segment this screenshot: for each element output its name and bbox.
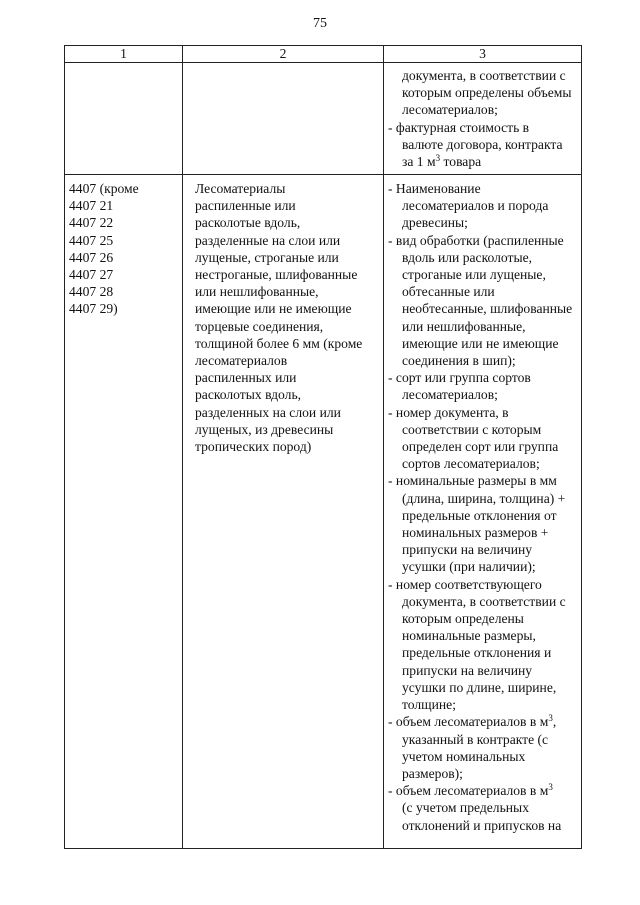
list-item-line: необтесанные, шлифованные <box>402 301 573 317</box>
tariff-code: 4407 28 <box>69 284 114 300</box>
list-item-line: которым определены объемы <box>402 85 572 101</box>
table-row-continued <box>65 63 582 175</box>
list-item-line: определен сорт или группа <box>402 439 559 455</box>
list-item-line: - номер документа, в <box>388 404 509 420</box>
list-item-line: - объем лесоматериалов в $м^3$ <box>388 782 553 799</box>
list-item-line: лесоматериалов; <box>402 102 498 118</box>
tariff-code: 4407 22 <box>69 215 114 231</box>
list-item-line: обтесанные или <box>402 284 495 300</box>
list-item-line: за 1 $м^3$ товара <box>402 153 482 170</box>
list-item-line: соответствии с которым <box>402 421 542 437</box>
description-line: лущеные, строганые или <box>195 249 339 265</box>
description-line: лесоматериалов <box>195 353 288 369</box>
tariff-code: 4407 27 <box>69 267 114 283</box>
description-cell <box>183 63 384 175</box>
list-item-line: толщине; <box>402 697 456 713</box>
list-item-line: лесоматериалов; <box>402 387 498 403</box>
description-line: разделенные на слои или <box>195 232 341 248</box>
list-item-line: предельные отклонения от <box>402 507 557 523</box>
list-item <box>388 119 577 171</box>
list-item-line: вдоль или расколотые, <box>402 249 533 265</box>
code-cell <box>65 175 183 849</box>
list-item-line: - объем лесоматериалов в $м^3$, <box>388 713 557 730</box>
list-item-line: припуски на величину <box>402 662 533 678</box>
description-line: расколотые вдоль, <box>195 215 301 231</box>
description-line: распиленных или <box>195 370 297 386</box>
list-item-line: или нешлифованные, <box>402 318 526 334</box>
list-item <box>388 576 577 714</box>
list-item-line: - фактурная стоимость в <box>388 119 530 135</box>
column-header-1: 1 <box>65 46 183 63</box>
description-line: торцевые соединения, <box>195 318 324 334</box>
table-header-row <box>65 46 582 63</box>
list-item <box>388 180 577 232</box>
description-line: нестроганые, шлифованные <box>195 267 358 283</box>
requirements-cell <box>384 175 582 849</box>
list-item-line: - номер соответствующего <box>388 576 542 592</box>
description-line: Лесоматериалы <box>195 181 286 196</box>
list-item-line: (длина, ширина, толщина) + <box>402 490 566 506</box>
list-item-line: имеющие или не имеющие <box>402 335 559 351</box>
tariff-code: 4407 25 <box>69 232 114 248</box>
list-item-line: размеров); <box>402 765 463 781</box>
tariff-code: 4407 (кроме <box>69 181 139 196</box>
list-item-line: лесоматериалов и порода <box>402 198 549 214</box>
list-item <box>388 782 577 834</box>
list-item-line: усушки (при наличии); <box>402 559 536 575</box>
list-item-line: - Наименование <box>388 181 481 196</box>
table-row <box>65 175 582 849</box>
description-line: расколотых вдоль, <box>195 387 302 403</box>
list-item-line: усушки по длине, ширине, <box>402 679 557 695</box>
code-cell <box>65 63 183 175</box>
description-cell <box>183 175 384 849</box>
list-item-line: которым определены <box>402 611 524 627</box>
list-item-line: припуски на величину <box>402 542 533 558</box>
description-line: распиленные или <box>195 198 296 214</box>
list-item-line: предельные отклонения и <box>402 645 552 661</box>
list-item <box>388 67 577 119</box>
list-item-line: документа, в соответствии с <box>402 68 566 83</box>
list-item-line: строганые или лущеные, <box>402 267 546 283</box>
list-item <box>388 472 577 575</box>
list-item-line: - вид обработки (распиленные <box>388 232 564 248</box>
description-line: или нешлифованные, <box>195 284 319 300</box>
document-table <box>64 45 582 849</box>
list-item <box>388 369 577 403</box>
description-line: тропических пород) <box>195 439 312 455</box>
tariff-code: 4407 21 <box>69 198 114 214</box>
list-item-line: (с учетом предельных <box>402 800 529 816</box>
column-header-3: 3 <box>384 46 582 63</box>
list-item-line: отклонений и припусков на <box>402 817 562 833</box>
list-item-line: учетом номинальных <box>402 748 526 764</box>
list-item-line: сортов лесоматериалов; <box>402 456 540 472</box>
list-item-line: номинальных размеров + <box>402 525 549 541</box>
description-line: лущеных, из древесины <box>195 421 334 437</box>
list-item-line: древесины; <box>402 215 468 231</box>
tariff-code: 4407 29) <box>69 301 118 317</box>
description-line: имеющие или не имеющие <box>195 301 352 317</box>
list-item-line: валюте договора, контракта <box>402 136 563 152</box>
list-item-line: документа, в соответствии с <box>402 593 566 609</box>
list-item-line: указанный в контракте (с <box>402 731 549 747</box>
page-number: 75 <box>313 16 327 31</box>
tariff-code: 4407 26 <box>69 249 114 265</box>
list-item <box>388 404 577 473</box>
list-item-line: соединения в шип); <box>402 353 516 369</box>
description-line: разделенных на слои или <box>195 404 341 420</box>
list-item-line: номинальные размеры, <box>402 628 536 644</box>
list-item-line: - сорт или группа сортов <box>388 370 531 386</box>
list-item-line: - номинальные размеры в мм <box>388 473 557 489</box>
list-item <box>388 713 577 782</box>
list-item <box>388 232 577 370</box>
requirements-cell <box>384 63 582 175</box>
column-header-2: 2 <box>183 46 384 63</box>
description-line: толщиной более 6 мм (кроме <box>195 335 363 351</box>
